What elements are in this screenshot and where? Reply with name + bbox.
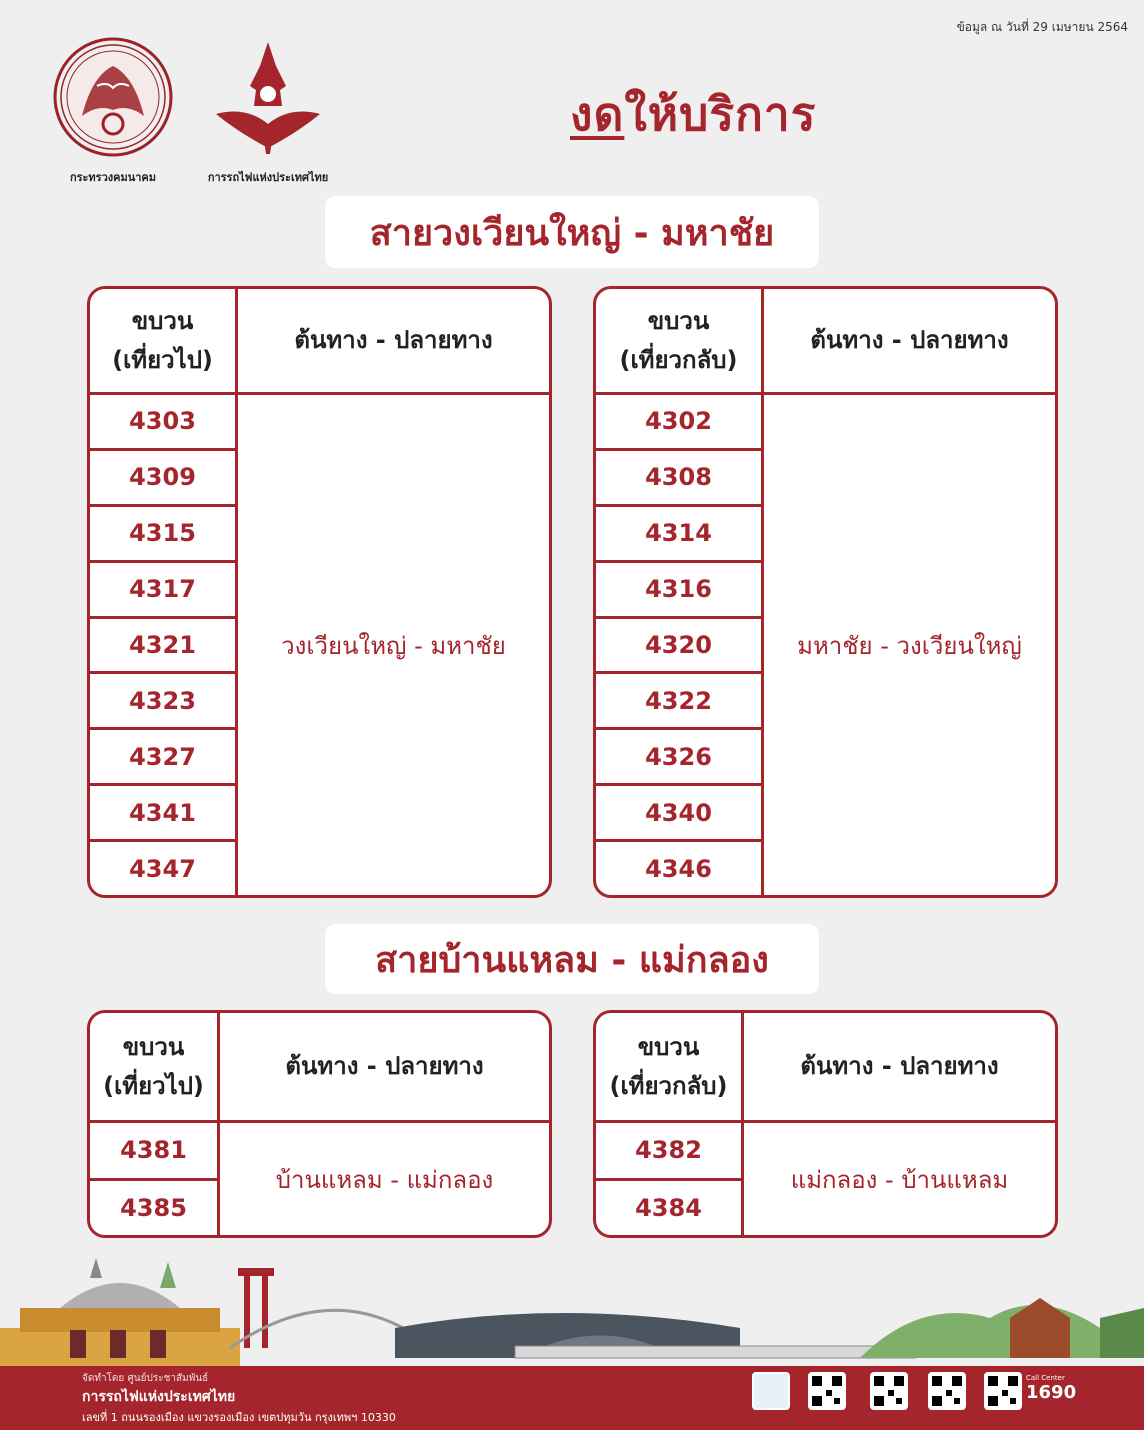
- page-title: [570, 78, 816, 151]
- train-number: 4385: [120, 1193, 187, 1222]
- train-number: 4303: [90, 395, 235, 451]
- call-center-label: Call Center: [1026, 1374, 1065, 1382]
- page-title-underlined: งด: [570, 87, 625, 141]
- youtube-qr-icon[interactable]: [928, 1372, 966, 1410]
- route-title-2: สายบ้านแหลม - แม่กลอง: [325, 924, 819, 994]
- train-number: 4327: [90, 730, 235, 786]
- table-header-train: [596, 1013, 744, 1123]
- header-line: ขบวน: [637, 1033, 700, 1062]
- header-line: (เที่ยวกลับ): [609, 1071, 728, 1100]
- header-line: (เที่ยวไป): [103, 1071, 204, 1100]
- train-number-column: [90, 395, 238, 895]
- train-number: 4341: [90, 786, 235, 842]
- call-center: [1026, 1374, 1076, 1403]
- train-number: 4308: [596, 451, 761, 507]
- train-number-column: [90, 1123, 220, 1235]
- train-number: 4322: [596, 674, 761, 730]
- header-line: ขบวน: [122, 1033, 185, 1062]
- train-number: 4317: [90, 563, 235, 619]
- table-header-route: ต้นทาง - ปลายทาง: [764, 289, 1055, 395]
- srt-app-icon[interactable]: [752, 1372, 790, 1410]
- train-number-column: [596, 1123, 744, 1235]
- train-number: 4321: [90, 619, 235, 675]
- srt-emblem-icon: [206, 36, 330, 158]
- footer-address: เลขที่ 1 ถนนรองเมือง แขวงรองเมือง เขตปทุมวัน กรุงเทพฯ 10330: [82, 1411, 396, 1424]
- train-number: 4347: [129, 854, 196, 883]
- train-tracking-qr-icon[interactable]: [808, 1372, 846, 1410]
- table-header-train: [596, 289, 764, 395]
- footer-org: การรถไฟแห่งประเทศไทย: [82, 1389, 236, 1405]
- train-number: 4382: [596, 1123, 741, 1181]
- srt-logo: [202, 36, 334, 186]
- route-destination: มหาชัย - วงเวียนใหญ่: [797, 631, 1022, 660]
- train-number: 4340: [596, 786, 761, 842]
- train-number: 4309: [90, 451, 235, 507]
- route1-outbound-table: [87, 286, 552, 898]
- train-number: 4320: [596, 619, 761, 675]
- train-number: 4381: [90, 1123, 217, 1181]
- route2-outbound-table: [87, 1010, 552, 1238]
- route-destination: แม่กลอง - บ้านแหลม: [790, 1165, 1009, 1194]
- route1-inbound-table: [593, 286, 1058, 898]
- table-header-train: [90, 1013, 220, 1123]
- header-line: (เที่ยวไป): [112, 345, 213, 374]
- train-number: 4323: [90, 674, 235, 730]
- ministry-seal-icon: [52, 36, 174, 158]
- skyline-illustration: [0, 1258, 1144, 1368]
- footer: [0, 1366, 1144, 1430]
- table-header-route: ต้นทาง - ปลายทาง: [238, 289, 549, 395]
- call-center-number: 1690: [1026, 1382, 1077, 1403]
- ministry-caption: กระทรวงคมนาคม: [69, 171, 157, 184]
- header-line: (เที่ยวกลับ): [619, 345, 738, 374]
- route-destination: บ้านแหลม - แม่กลอง: [275, 1165, 494, 1194]
- train-number: 4326: [596, 730, 761, 786]
- table-header-train: [90, 289, 238, 395]
- srt-caption: การรถไฟแห่งประเทศไทย: [207, 171, 329, 184]
- train-number-column: [596, 395, 764, 895]
- facebook-qr-icon[interactable]: [870, 1372, 908, 1410]
- train-number: 4346: [645, 854, 712, 883]
- route2-inbound-table: [593, 1010, 1058, 1238]
- train-number: 4302: [596, 395, 761, 451]
- train-number: 4316: [596, 563, 761, 619]
- train-number: 4314: [596, 507, 761, 563]
- header-line: ขบวน: [131, 307, 194, 336]
- train-number: 4384: [635, 1193, 702, 1222]
- route-title-1: สายวงเวียนใหญ่ - มหาชัย: [325, 196, 819, 268]
- table-header-route: ต้นทาง - ปลายทาง: [744, 1013, 1055, 1123]
- route-destination: วงเวียนใหญ่ - มหาชัย: [281, 631, 506, 660]
- train-number: 4315: [90, 507, 235, 563]
- header-line: ขบวน: [647, 307, 710, 336]
- website-qr-icon[interactable]: [984, 1372, 1022, 1410]
- ministry-logo: [48, 36, 178, 186]
- date-note: ข้อมูล ณ วันที่ 29 เมษายน 2564: [956, 20, 1128, 34]
- table-header-route: ต้นทาง - ปลายทาง: [220, 1013, 549, 1123]
- footer-by: จัดทำโดย ศูนย์ประชาสัมพันธ์: [82, 1373, 209, 1384]
- page-title-rest: ให้บริการ: [624, 87, 817, 141]
